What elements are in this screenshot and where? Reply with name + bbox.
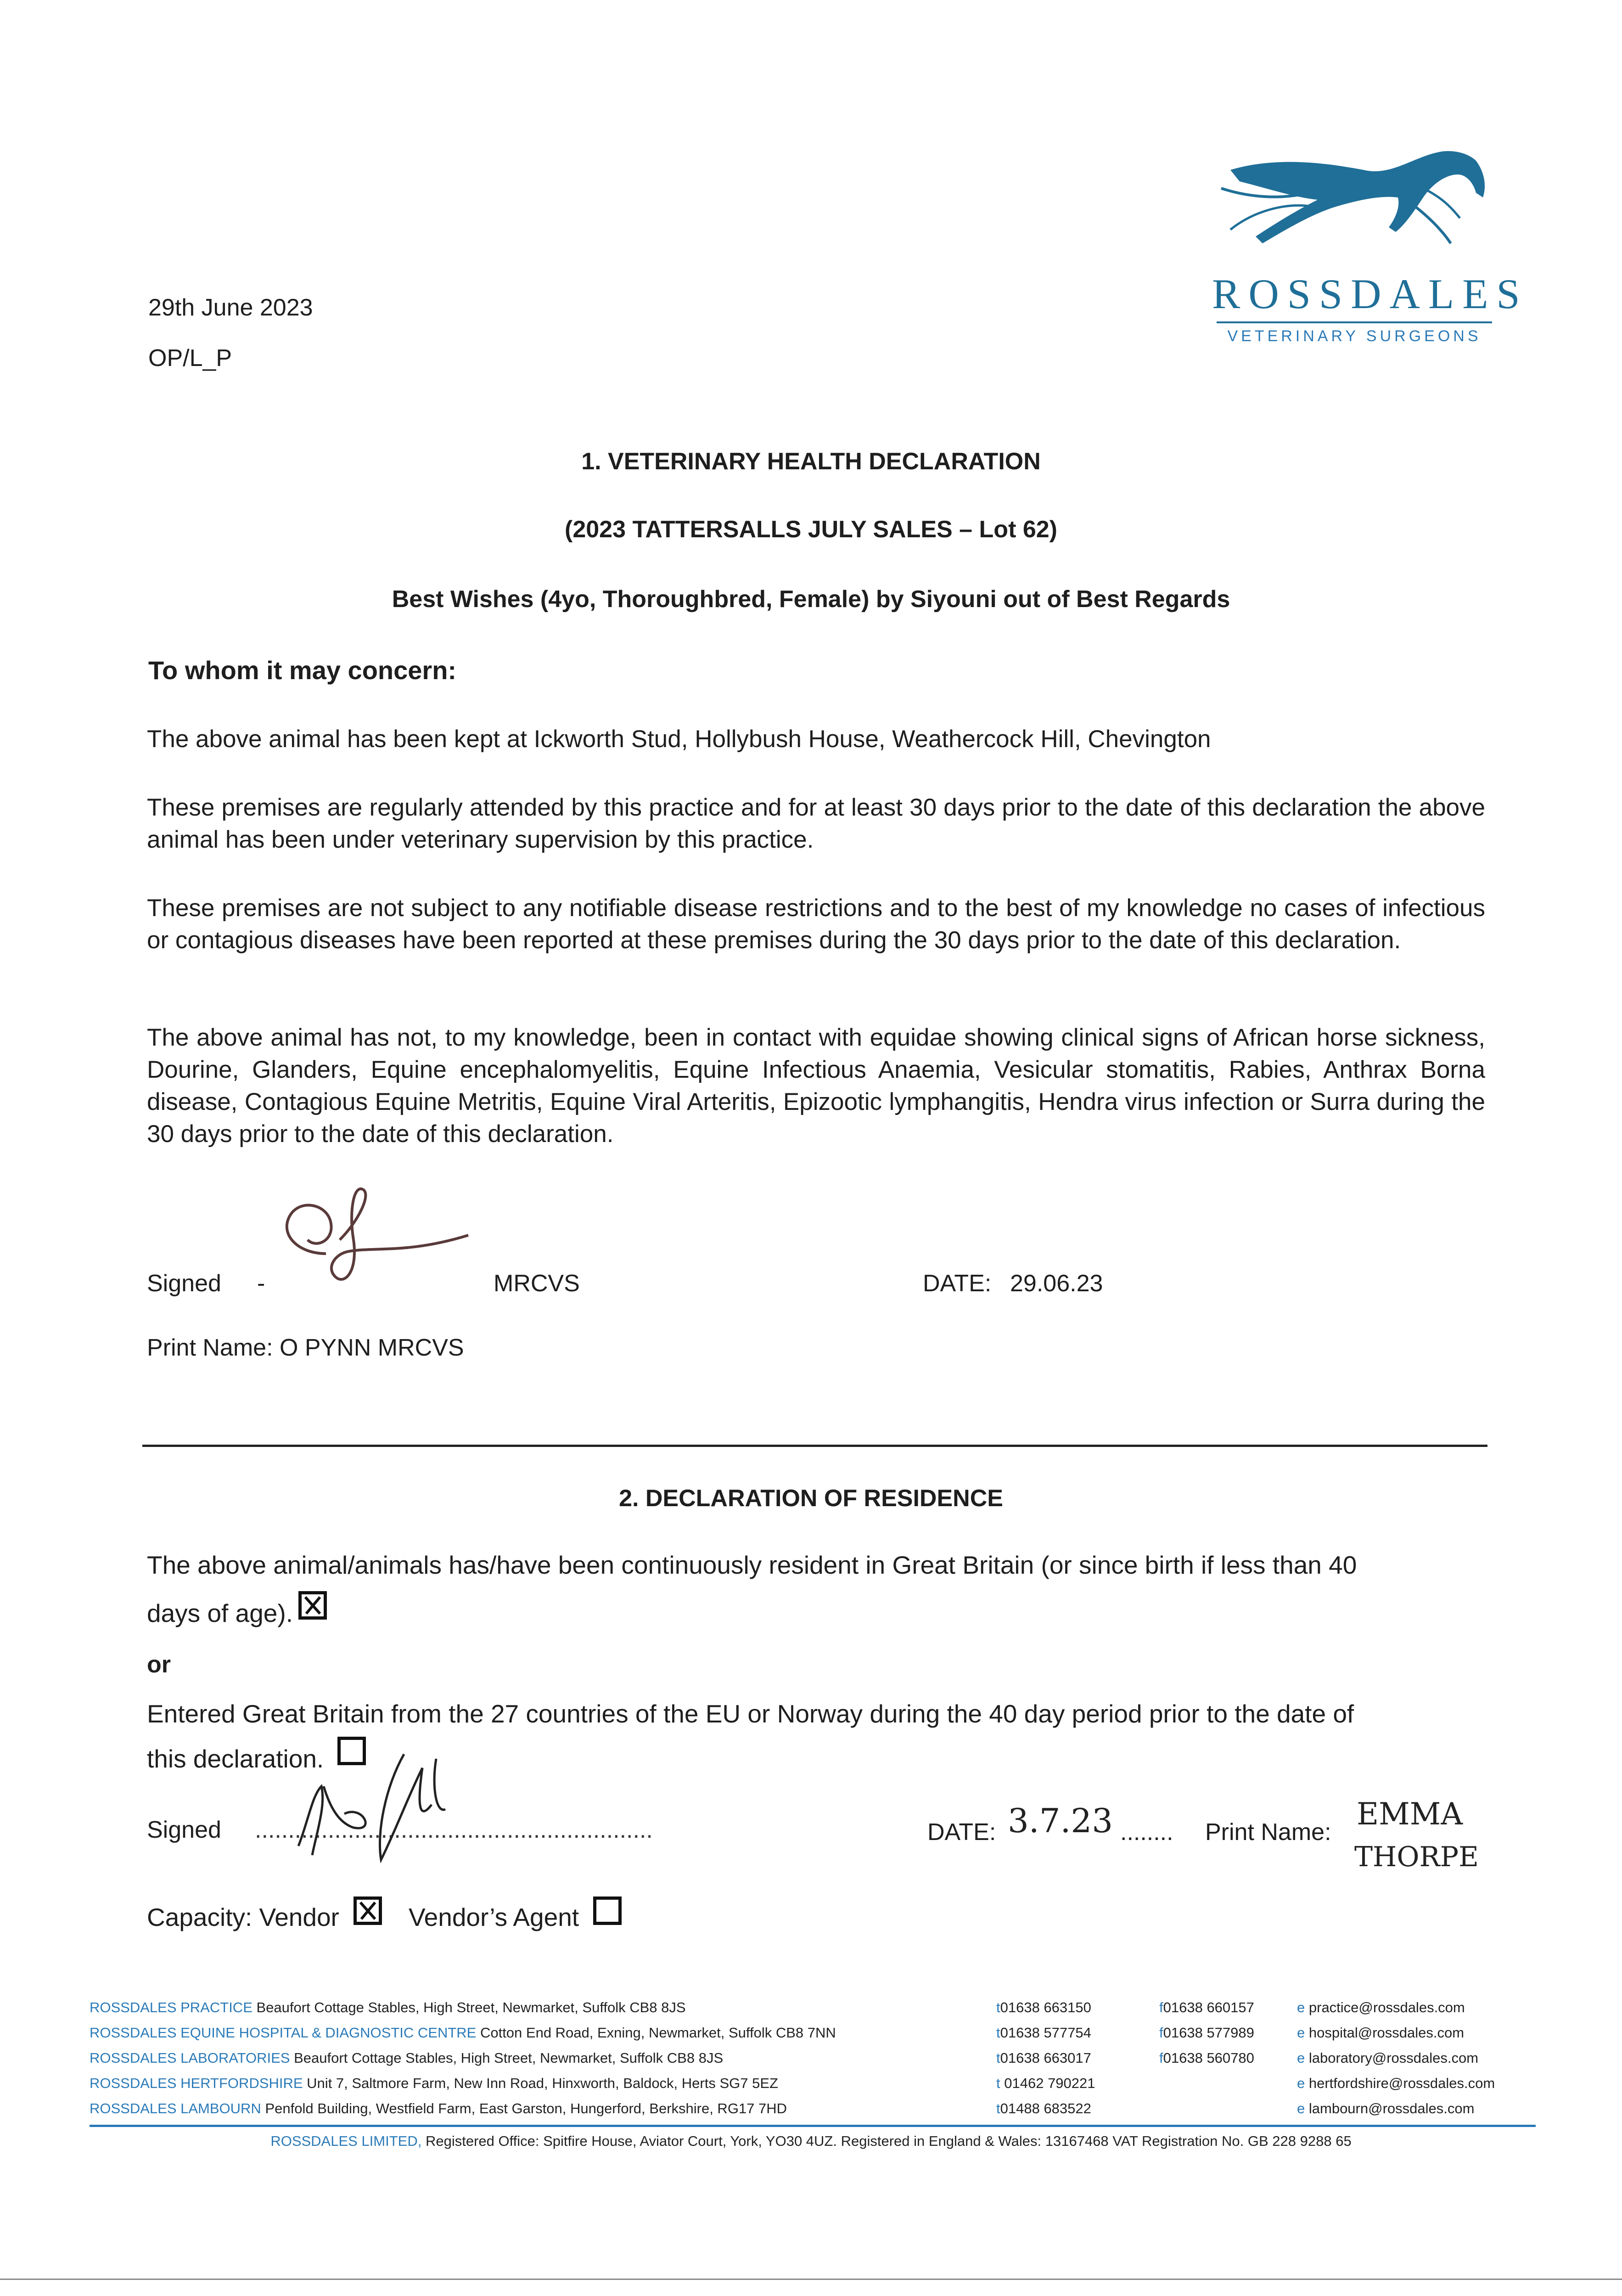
capacity-label: Capacity: Vendor <box>147 1903 339 1931</box>
office-email <box>1297 2099 1474 2118</box>
email-prefix: e <box>1297 2100 1305 2116</box>
rossdales-logo <box>1212 138 1528 349</box>
kept-at-paragraph: The above animal has been kept at Ickworth Stud, Hollybush House, Weathercock Hill, Chevington <box>147 726 1211 753</box>
vendor-signed-label: Signed <box>147 1817 221 1843</box>
office-fax <box>1159 2024 1254 2042</box>
checkbox-mark-icon <box>302 1594 324 1616</box>
logo-tagline: VETERINARY SURGEONS <box>1227 327 1482 345</box>
email-address: hospital@rossdales.com <box>1308 2025 1465 2041</box>
vendors-agent-label: Vendor’s Agent <box>409 1903 579 1931</box>
vendor-signed-line: ............................................................ <box>255 1817 653 1843</box>
office-name: ROSSDALES LAMBOURN <box>90 2100 261 2116</box>
office-phone <box>996 2024 1091 2042</box>
fax-prefix: f <box>1159 2025 1163 2041</box>
office-row <box>90 2024 836 2042</box>
residence-option2-line1: Entered Great Britain from the 27 countries of the EU or Norway during the 40 day period prior to the date of <box>147 1699 1354 1728</box>
scan-edge <box>0 2279 1622 2280</box>
office-address: Unit 7, Saltmore Farm, New Inn Road, Hinxworth, Baldock, Herts SG7 5EZ <box>307 2075 778 2091</box>
email-address: hertfordshire@rossdales.com <box>1308 2075 1495 2091</box>
office-name: ROSSDALES HERTFORDSHIRE <box>90 2075 303 2091</box>
office-address: Beaufort Cottage Stables, High Street, Newmarket, Suffolk CB8 8JS <box>256 1999 686 2015</box>
tel-prefix: t <box>996 2050 1000 2066</box>
letter-date: 29th June 2023 <box>148 294 313 321</box>
tel-number: 01638 663017 <box>1000 2050 1091 2066</box>
section1-subtitle: (2023 TATTERSALLS JULY SALES – Lot 62) <box>565 516 1057 543</box>
residence-option1-line1: The above animal/animals has/have been continuously resident in Great Britain (or since birth if less than 40 <box>147 1551 1357 1579</box>
tel-prefix: t <box>996 1999 1000 2015</box>
company-details: Registered Office: Spitfire House, Aviator Court, York, YO30 4UZ. Registered in England & Wales: 13167468 VAT Registration No. GB 228 9288 65 <box>425 2133 1352 2149</box>
office-name: ROSSDALES EQUINE HOSPITAL & DIAGNOSTIC CENTRE <box>90 2025 477 2041</box>
section1-title: 1. VETERINARY HEALTH DECLARATION <box>581 448 1041 475</box>
office-address: Penfold Building, Westfield Farm, East Garston, Hungerford, Berkshire, RG17 7HD <box>265 2100 787 2116</box>
capacity-vendor-checkbox[interactable] <box>354 1896 382 1925</box>
email-address: laboratory@rossdales.com <box>1308 2050 1479 2066</box>
tel-number: 01638 663150 <box>1000 1999 1091 2015</box>
office-name: ROSSDALES LABORATORIES <box>90 2050 290 2066</box>
fax-number: 01638 660157 <box>1163 1999 1254 2015</box>
capacity-agent-checkbox[interactable] <box>593 1896 622 1925</box>
letter-reference: OP/L_P <box>148 345 232 371</box>
tel-number: 01488 683522 <box>1000 2100 1091 2116</box>
section2-title: 2. DECLARATION OF RESIDENCE <box>619 1485 1003 1512</box>
office-phone <box>996 2049 1091 2067</box>
office-row <box>90 2099 787 2118</box>
horse-logo-icon <box>1212 138 1497 276</box>
office-row <box>90 2074 778 2093</box>
fax-number: 01638 577989 <box>1163 2025 1254 2041</box>
company-registration <box>0 2132 1622 2150</box>
office-phone <box>996 1998 1091 2017</box>
office-email <box>1297 2049 1478 2067</box>
footer-rule <box>90 2125 1536 2127</box>
logo-divider <box>1217 321 1492 323</box>
email-prefix: e <box>1297 2025 1305 2041</box>
email-address: lambourn@rossdales.com <box>1308 2100 1475 2116</box>
continuous-residence-checkbox[interactable] <box>298 1591 327 1620</box>
vet-signed-dash: - <box>257 1270 265 1297</box>
office-name: ROSSDALES PRACTICE <box>90 1999 253 2015</box>
fax-number: 01638 560780 <box>1163 2050 1254 2066</box>
vendor-date-value: 3.7.23 <box>1008 1801 1113 1840</box>
fax-prefix: f <box>1159 2050 1163 2066</box>
email-prefix: e <box>1297 1999 1305 2015</box>
email-prefix: e <box>1297 2075 1305 2091</box>
office-email <box>1297 2074 1495 2093</box>
office-address: Beaufort Cottage Stables, High Street, Newmarket, Suffolk CB8 8JS <box>294 2050 724 2066</box>
office-fax <box>1159 2049 1254 2067</box>
vendor-print-name-label: Print Name: <box>1205 1819 1331 1846</box>
fax-prefix: f <box>1159 1999 1163 2015</box>
residence-option2-line2: this declaration. <box>147 1745 324 1773</box>
vet-signed-suffix: MRCVS <box>494 1270 580 1297</box>
office-phone <box>996 2074 1095 2093</box>
vet-date-label: DATE: <box>923 1270 992 1297</box>
company-name: ROSSDALES LIMITED, <box>270 2133 422 2149</box>
vendor-date-label: DATE: <box>927 1819 996 1846</box>
email-prefix: e <box>1297 2050 1305 2066</box>
office-row <box>90 2049 723 2067</box>
email-address: practice@rossdales.com <box>1308 1999 1465 2015</box>
vet-signed-label: Signed <box>147 1270 221 1297</box>
office-address: Cotton End Road, Exning, Newmarket, Suffolk CB8 7NN <box>480 2025 836 2041</box>
tel-number: 01638 577754 <box>1000 2025 1091 2041</box>
tel-prefix: t <box>996 2100 1000 2116</box>
checkbox-mark-icon <box>357 1900 379 1922</box>
no-restrictions-paragraph: These premises are not subject to any notifiable disease restrictions and to the best of my knowledge no cases of infectious or contagious diseases have been reported at these premises during the 30 days prior to the date of this declaration. <box>147 895 1485 954</box>
office-phone <box>996 2099 1091 2118</box>
section-divider <box>142 1445 1487 1447</box>
supervision-paragraph: These premises are regularly attended by this practice and for at least 30 days prior to the date of this declaration the above animal has been under veterinary supervision by this practice. <box>147 794 1485 853</box>
tel-prefix: t <box>996 2025 1000 2041</box>
vet-date-value: 29.06.23 <box>1010 1270 1103 1297</box>
vendor-print-name-line2: THORPE <box>1354 1841 1479 1873</box>
no-contact-paragraph: The above animal has not, to my knowledge, been in contact with equidae showing clinical signs of African horse sickness, Dourine, Glanders, Equine encephalomyelitis, Equine Infectious Anaemia, Vesicular stomatitis, Rabies, Anthrax Borna disease, Contagious Equine Metritis, Equine Viral Arteritis, Epizootic lymphangitis, Hendra virus infection or Surra during the 30 days prior to the date of this declaration. <box>147 1024 1485 1148</box>
vet-print-name: Print Name: O PYNN MRCVS <box>147 1334 464 1361</box>
office-email <box>1297 1998 1465 2017</box>
vendor-signature <box>285 1740 500 1869</box>
or-label: or <box>147 1651 171 1678</box>
salutation: To whom it may concern: <box>148 656 457 685</box>
tel-number: 01462 790221 <box>1004 2075 1095 2091</box>
office-fax <box>1159 1998 1254 2017</box>
office-email <box>1297 2024 1464 2042</box>
tel-prefix: t <box>996 2075 1000 2091</box>
horse-description: Best Wishes (4yo, Thoroughbred, Female) by Siyouni out of Best Regards <box>392 586 1230 613</box>
vet-signature <box>271 1185 487 1290</box>
vendor-date-dots: ........ <box>1120 1819 1173 1846</box>
vendor-print-name-line1: EMMA <box>1357 1796 1463 1832</box>
office-row <box>90 1998 686 2017</box>
logo-name: ROSSDALES <box>1212 270 1528 317</box>
residence-option1-line2: days of age). <box>147 1599 293 1627</box>
